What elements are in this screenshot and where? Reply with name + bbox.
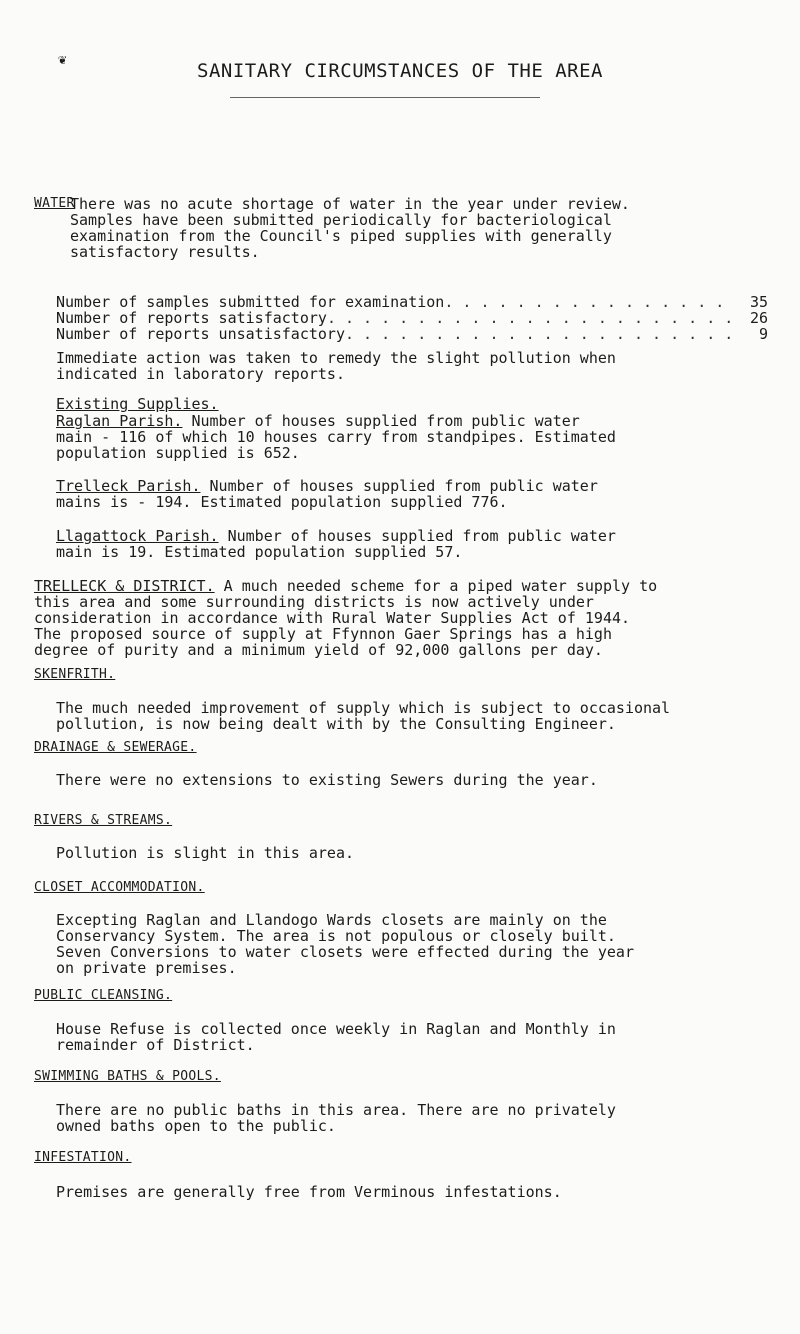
raglan-parish-label: Raglan Parish.	[56, 412, 183, 430]
llangattock-parish-para	[56, 528, 768, 560]
trelleck-district-text: A much needed scheme for a piped water supply to this area and some surrounding districts is now actively under consideration in accordance with Rural Water Supplies Act of 1944. The proposed source of supply at Ffynnon Gaer Springs has a high degree of purity and a minimum yield of 92,000 gallons per day.	[34, 577, 658, 659]
stat-label: Number of reports unsatisfactory	[56, 325, 345, 343]
stat-row	[56, 310, 768, 326]
stat-label: Number of reports satisfactory	[56, 309, 327, 327]
leader-dots	[345, 326, 732, 342]
rivers-text: Pollution is slight in this area.	[56, 844, 355, 862]
raglan-parish-para	[56, 413, 768, 461]
title-rule	[230, 97, 540, 98]
llangattock-parish-label: Llagattock Parish.	[56, 527, 219, 545]
drainage-text: There were no extensions to existing Sewers during the year.	[56, 771, 598, 789]
infestation-text: Premises are generally free from Verminous infestations.	[56, 1183, 562, 1201]
trelleck-district-para	[34, 578, 774, 658]
skenfrith-text: The much needed improvement of supply which is subject to occasional pollution, is now being dealt with by the Consulting Engineer.	[56, 699, 671, 733]
cleansing-text: House Refuse is collected once weekly in Raglan and Monthly in remainder of District.	[56, 1020, 616, 1054]
water-action: Immediate action was taken to remedy the slight pollution when indicated in laboratory reports.	[56, 349, 616, 383]
stat-value: 35	[749, 293, 768, 311]
trelleck-parish-label: Trelleck Parish.	[56, 477, 201, 495]
llangattock-parish-text: Number of houses supplied from public water main is 19. Estimated population supplied 57.	[56, 527, 616, 561]
trelleck-district-heading: TRELLECK & DISTRICT.	[34, 577, 215, 595]
stat-value: 9	[758, 325, 768, 343]
existing-supplies-heading	[56, 396, 768, 412]
skenfrith-heading: SKENFRITH.	[34, 667, 116, 682]
closet-text: Excepting Raglan and Llandogo Wards closets are mainly on the Conservancy System. The area is not populous or closely built. Seven Conversions to water closets were effected during the year on private premises.	[56, 911, 634, 977]
stat-row	[56, 294, 768, 310]
infestation-heading: INFESTATION.	[34, 1150, 132, 1165]
stat-row	[56, 326, 768, 342]
leader-dots	[327, 310, 732, 326]
swimming-heading: SWIMMING BATHS & POOLS.	[34, 1069, 221, 1084]
water-heading: WATER	[34, 196, 75, 211]
stat-label: Number of samples submitted for examination	[56, 293, 445, 311]
trelleck-parish-text: Number of houses supplied from public water mains is - 194. Estimated population supplied 776.	[56, 477, 598, 511]
raglan-parish-text: Number of houses supplied from public water main - 116 of which 10 houses carry from standpipes. Estimated population supplied is 652.	[56, 412, 616, 462]
swimming-text: There are no public baths in this area. There are no privately owned baths open to the public.	[56, 1101, 616, 1135]
existing-supplies-label: Existing Supplies.	[56, 395, 219, 413]
leader-dots	[444, 294, 732, 310]
rivers-heading: RIVERS & STREAMS.	[34, 813, 173, 828]
water-intro: There was no acute shortage of water in the year under review. Samples have been submitted periodically for bacteriological examination from the Council's piped supplies with generally satisfactory results.	[70, 195, 630, 261]
cleansing-heading: PUBLIC CLEANSING.	[34, 988, 173, 1003]
closet-heading: CLOSET ACCOMMODATION.	[34, 880, 205, 895]
drainage-heading: DRAINAGE & SEWERAGE.	[34, 740, 197, 755]
page-title: SANITARY CIRCUMSTANCES OF THE AREA	[197, 60, 603, 82]
ornament-icon: ❦	[58, 52, 67, 68]
stat-value: 26	[749, 309, 768, 327]
sample-statistics	[56, 294, 768, 342]
trelleck-parish-para	[56, 478, 768, 510]
